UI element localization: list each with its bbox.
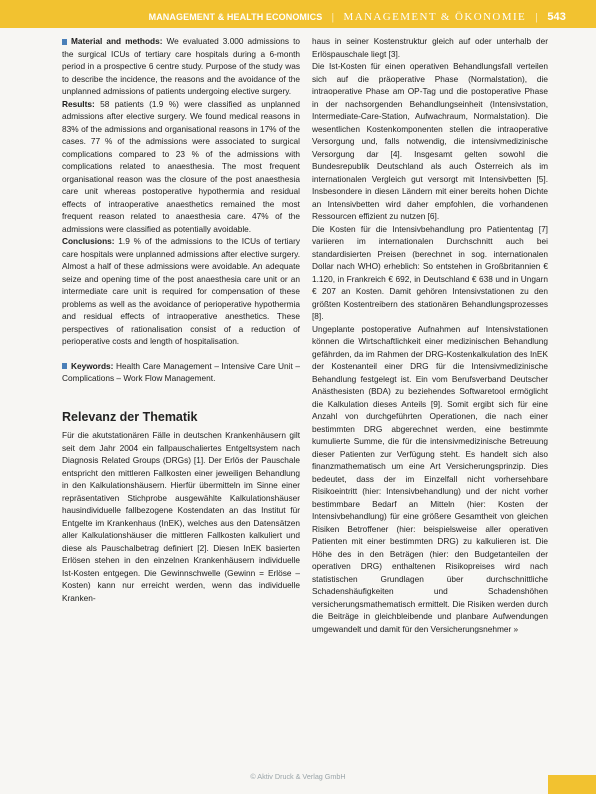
footer-accent-block [548,775,596,794]
header-section-de: MANAGEMENT & ÖKONOMIE [343,11,527,23]
conclusions-paragraph: Conclusions: 1.9 % of the admissions to the ICUs of tertiary care hospitals were unplanned admissions after elective surgery. Almost a half of these admissions were avoidable. An adequate seize and opening time of the post anaesthesia care unit or an intermediate care unit is required for compensation of these problems as well as the avoidance of perioperative hypothermia and residual effects of intraoperative anesthetics. These perspectives of rationalisation consist of a reduction of perioperative costs and length of hospitalisation. [62,236,300,346]
right-column [312,35,548,635]
section-heading: Relevanz der Thematik [62,409,198,424]
body-paragraph: Die Kosten für die Intensivbehandlung pro Patiententag [7] variieren im internationalen Durchschnitt auch bei standardisierten Preisen (berechnet in sog. internationalen Dollar nach WHO) erheblich: So entstehen in Großbritannien € 1.120, in Frankreich € 692, in Deutschland € 638 und in Ungarn € 207 an Kosten. Damit gehören Intensivstationen zu den größten Kostentreibern des stationären Behandlungsprozesses [8]. [312,223,548,321]
results-paragraph: Results: 58 patients (1.9 %) were classified as unplanned admissions after elective surgery. We found medical reasons in 83% of the admissions and organisational reasons in 17% of the cases. 77 % of the admissions were associated to surgical complications compared to 23 % of the admissions with complications related to anaesthesia. The most frequent organisational reason was the closure of the post anaesthesia care unit whereas postoperative hypothermia and residual effects of intraoperative anaesthetics remained the most frequent reason related to anaesthesia care. 47% of the admissions were classified as potentially avoidable. [62,98,300,234]
bullet-marker-icon [62,39,67,45]
header-section-en: MANAGEMENT & HEALTH ECONOMICS [148,12,323,22]
body-paragraph: Die Ist-Kosten für einen operativen Behandlungsfall verteilen sich auf die präoperative Phase (Normalstation), die intraoperative Phase am OP-Tag und die postoperative Phase in der nachsorgenden Behandlungseinheit (Intensivstation, Intermediate-Care-Station, Aufwachraum, Normalstation). Die wesentlichen Kostenkomponenten stellen die intraoperative Versorgung und, falls notwendig, die intensivmedizinische Versorgung dar [4]. Insgesamt gelten sowohl die Bundesrepublik Deutschland als auch Österreich als im internationalen Vergleich gut versorgt mit Intensivbetten [5]. Insbesondere in diesen Ländern mit einer bereits hohen Dichte an Intensivbetten wird daher empfohlen, die vorhandenen Ressourcen effizient zu nutzen [6]. [312,61,548,221]
header-title: MANAGEMENT & HEALTH ECONOMICS | MANAGEMENT & ÖKONOMIE | 543 [148,11,566,23]
relevanz-paragraph: Für die akutstationären Fälle in deutschen Krankenhäusern gilt seit dem Jahr 2004 ein fallpauschaliertes Entgeltsystem nach Diagnosis Related Groups (DRGs) [1]. Der Erlös der Pauschale entspricht den mittleren Fallkosten einer jeweiligen Behandlung in den Kalkulationshäusern. Hierfür übermitteln im Sinne einer repräsentativen Stichprobe ausgewählte Kalkulationshäuser hausindividuelle fallbezogene Kostendaten an das Institut für Entgelte im Krankenhaus (InEK), welches aus den Datensätzen aller Kalkulationshäuser die mittleren Fallkosten kalkuliert und diese als Pauschalbetrag definiert [2]. Diesen InEK basierten Erlösen stehen in den einzelnen Krankenhäusern individuelle Ist-Kosten entgegen. Die Gewinnschwelle (Gewinn = Erlöse – Kosten) kann nur erreicht werden, wenn das individuelle Kranken- [62,430,300,603]
material-paragraph: Material and methods: We evaluated 3.000 admissions to the surgical ICUs of tertiary care hospitals during a 6-month period in a prospective 6 centre study. Purpose of the study was to describe the incidence, the reasons and the avoidance of the unplanned admissions of patients undergoing elective surgery. [62,36,300,96]
body-paragraph: haus in seiner Kostenstruktur gleich auf oder unterhalb der Erlöspauschale liegt [3]. [312,36,548,59]
left-column [62,35,300,604]
keywords-paragraph: Keywords: Health Care Management – Intensive Care Unit – Complications – Work Flow Management. [62,360,300,383]
page-header [0,0,596,28]
bullet-marker-icon [62,363,67,369]
body-paragraph: Ungeplante postoperative Aufnahmen auf Intensivstationen können die Wirtschaftlichkeit einer medizinischen Behandlung gefährden, da im Rahmen der DRG-Kostenkalkulation des InEK der Kostenanteil einer DRG für die Intensivmedizinische Behandlung festgelegt ist. Ein vom Berufsverband Deutscher Anästhesisten (BDA) zu beziehendes Softwaretool ermöglicht die Kalkulation dieses Anteils [9]. Somit ergibt sich für eine Anzahl von durchgeführten Operationen, die nach einer bestimmten DRG abgerechnet werden, eine bestimmte kumulierte Summe, die für die intensivmedizinische Betreuung dieser Patienten zur Verfügung steht. Es handelt sich also finanzmathematisch um eine Art Versicherungsprinzip. Dies bedeutet, dass der im Einzelfall nicht vorhersehbare Risikoeintritt (hier: Intensivbehandlung) und der nicht vorher bestimmbare Bedarf an Mitteln (hier: Kosten der Intensivbehandlung) für eine größere Gesamtheit von gleichen Risiken Betroffener (hier: beispielsweise aller operativen Patienten mit einer bestimmten DRG) zu kalkulieren ist. Die Höhe des in den Beträgen (hier: den Budgetanteilen der operativen DRG) enthaltenen Risikopreises wird nach statistischen Grundlagen über durchschnittliche Schadenshäufigkeiten und Schadenshöhen versicherungsmathematisch ermittelt. Die Risiken werden durch die Beiträge in gleichbleibende und planbare Aufwendungen umgewandelt und damit für den Versicherungsnehmer » [312,323,548,634]
footer-copyright: © Aktiv Druck & Verlag GmbH [250,772,346,781]
page-number: 543 [547,11,566,23]
